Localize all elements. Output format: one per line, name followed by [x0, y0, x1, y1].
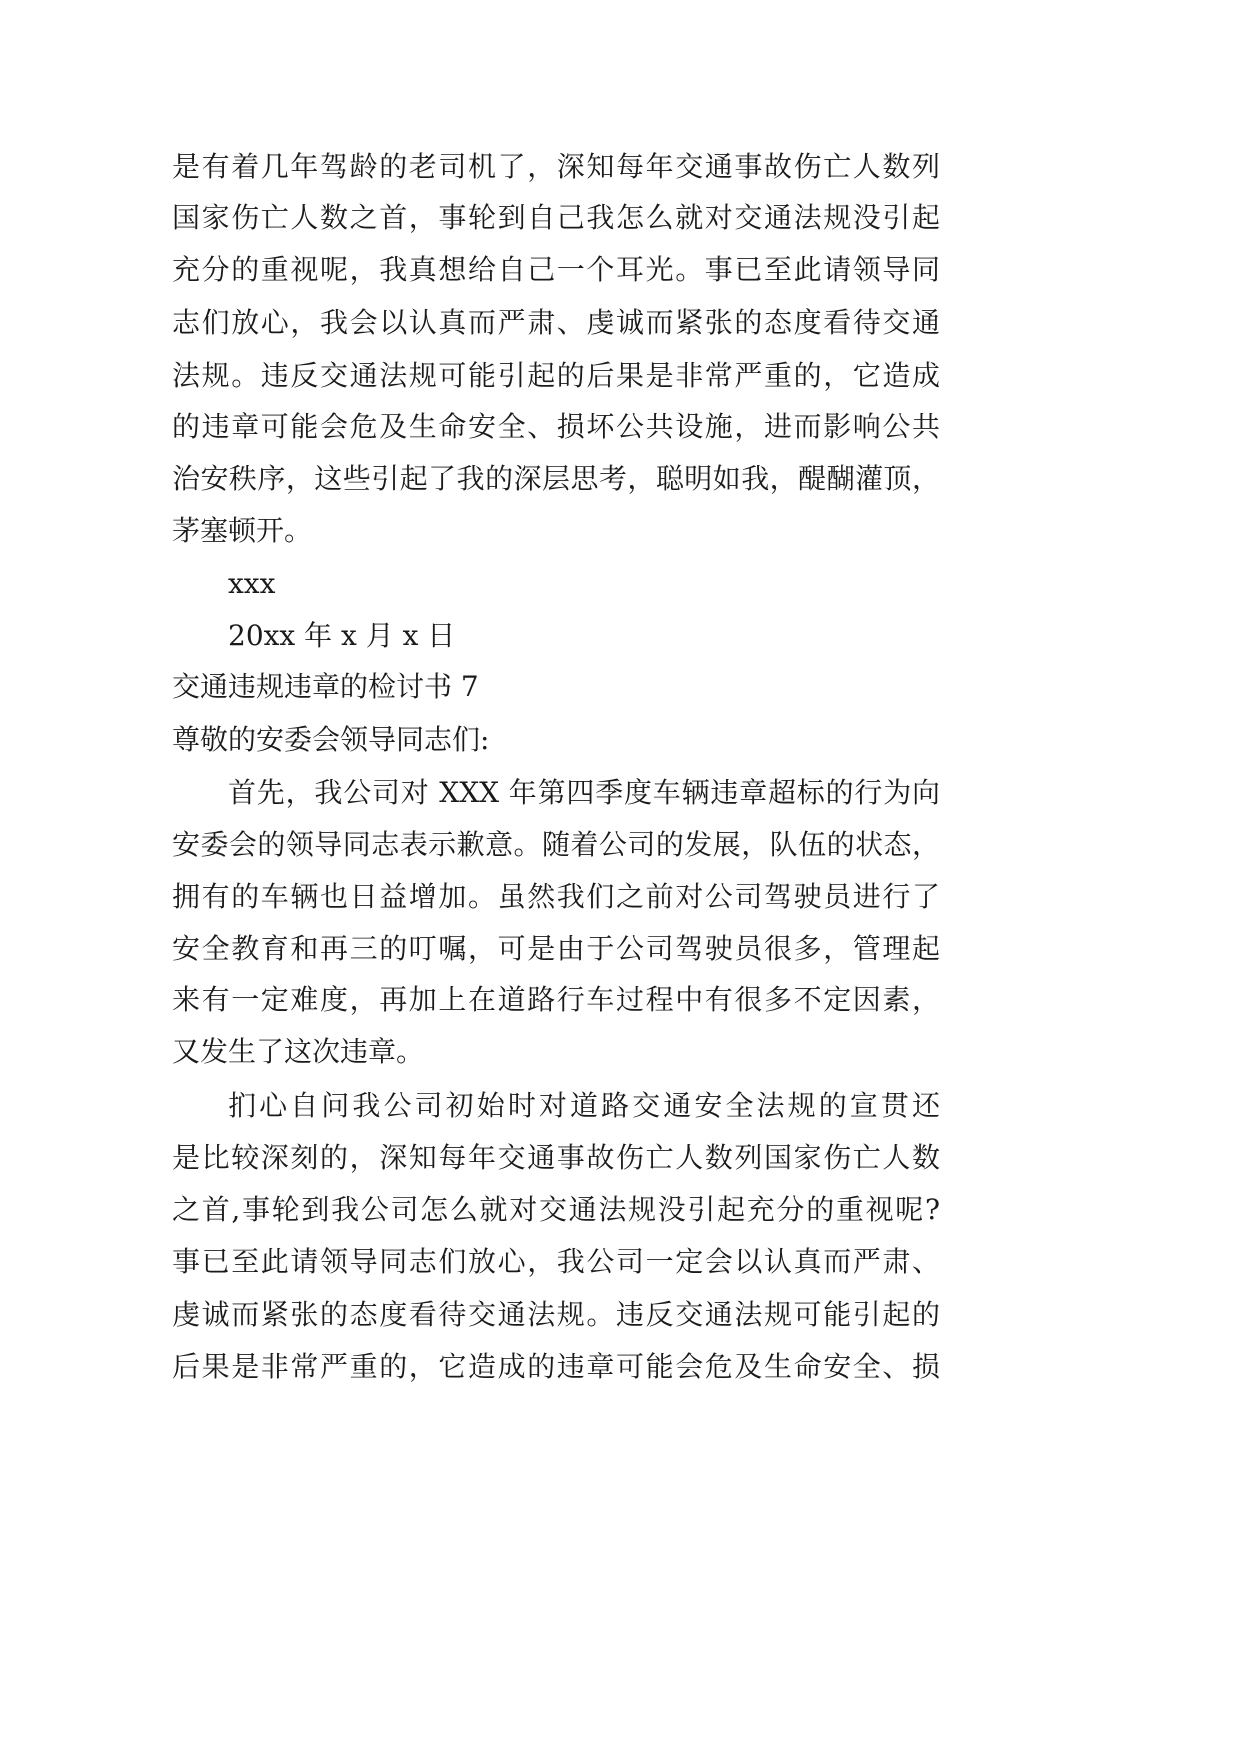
text-line: 来有一定难度，再加上在道路行车过程中有很多不定因素，	[172, 983, 940, 1016]
date: 20xx 年 x 月 x 日	[228, 619, 456, 652]
text-line: 充分的重视呢，我真想给自己一个耳光。事已至此请领导同	[172, 253, 940, 286]
text-line: 首先，我公司对 XXX 年第四季度车辆违章超标的行为向	[228, 776, 940, 809]
text-line: 安全教育和再三的叮嘱，可是由于公司驾驶员很多，管理起	[172, 932, 940, 965]
text-line: 拥有的车辆也日益增加。虽然我们之前对公司驾驶员进行了	[172, 880, 940, 913]
text-line: 治安秩序，这些引起了我的深层思考，聪明如我，醍醐灌顶，	[172, 462, 940, 495]
text-line: 是有着几年驾龄的老司机了，深知每年交通事故伤亡人数列	[172, 150, 940, 183]
text-line: 茅塞顿开。	[172, 514, 313, 547]
text-line: 后果是非常严重的，它造成的违章可能会危及生命安全、损	[172, 1350, 940, 1383]
text-line: 事已至此请领导同志们放心，我公司一定会以认真而严肃、	[172, 1245, 940, 1278]
text-line: 又发生了这次违章。	[172, 1035, 425, 1068]
text-line: 之首,事轮到我公司怎么就对交通法规没引起充分的重视呢?	[172, 1193, 940, 1226]
text-line: 安委会的领导同志表示歉意。随着公司的发展，队伍的状态，	[172, 828, 940, 861]
text-line: 虔诚而紧张的态度看待交通法规。违反交通法规可能引起的	[172, 1298, 940, 1331]
text-line: 的违章可能会危及生命安全、损坏公共设施，进而影响公共	[172, 410, 940, 443]
signature: xxx	[228, 567, 276, 600]
text-line: 志们放心，我会以认真而严肃、虔诚而紧张的态度看待交通	[172, 306, 940, 339]
text-line: 扪心自问我公司初始时对道路交通安全法规的宣贯还	[228, 1089, 940, 1122]
section-title: 交通违规违章的检讨书 7	[172, 670, 479, 703]
text-line: 国家伤亡人数之首，事轮到自己我怎么就对交通法规没引起	[172, 201, 940, 234]
text-line: 是比较深刻的，深知每年交通事故伤亡人数列国家伤亡人数	[172, 1141, 940, 1174]
text-line: 法规。违反交通法规可能引起的后果是非常严重的，它造成	[172, 359, 940, 392]
salutation: 尊敬的安委会领导同志们:	[172, 723, 490, 756]
